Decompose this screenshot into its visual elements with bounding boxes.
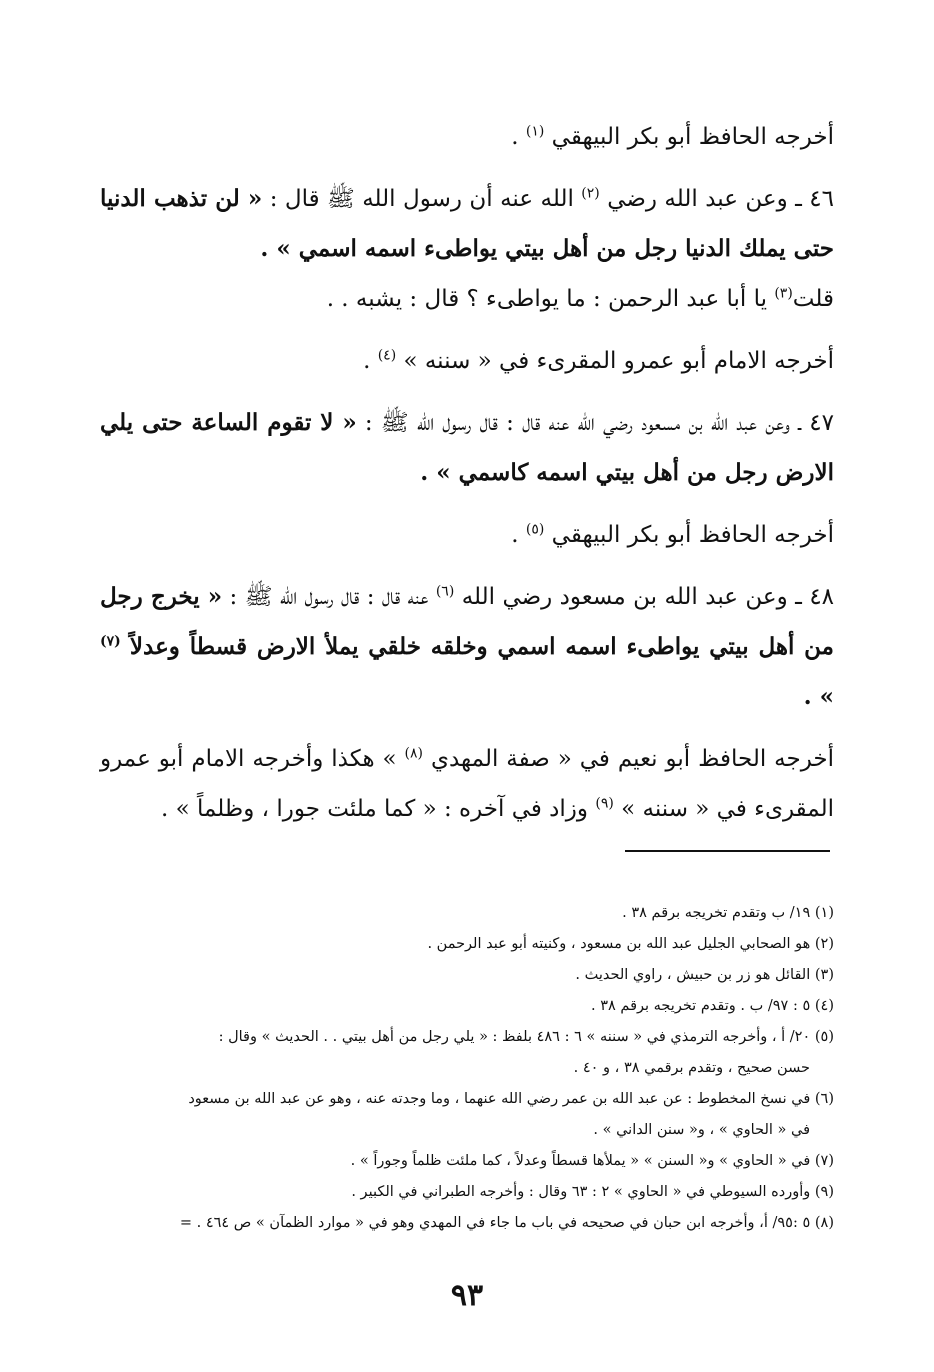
footnote-9: (٩) وأورده السيوطي في « الحاوي » ٢ : ٦٣ وقال : وأخرجه الطبراني في الكبير . — [351, 1184, 834, 1200]
footnote-7: (٧) في « الحاوي » و« السنن » « يملأها قسطاً وعدلاً ، كما ملئت ظلماً وجوراً » . — [350, 1153, 834, 1169]
footnote-ref: (١) — [525, 123, 545, 140]
hadith-intro: عنه قال : قال رسول الله ﷺ : — [222, 584, 429, 610]
paragraph-takhrij-4 — [100, 734, 834, 834]
footnote-ref: (٧) — [100, 633, 121, 650]
footnote-8: (٨) ٥ :٩٥/ أ، وأخرجه ابن حبان في صحيحه في باب ما جاء في المهدي وهو في « موارد الظمآن » ص ٤٦٤ . = — [179, 1215, 834, 1231]
footnotes — [90, 898, 834, 1239]
hadith-quote: « لا تقوم الساعة حتى يلي الارض رجل من أهل بيتي اسمه كاسمي » . — [100, 409, 834, 486]
hadith-intro: ٤٨ ـ وعن عبد الله بن مسعود رضي الله — [461, 584, 835, 610]
footnote-ref: (٤) — [377, 347, 397, 364]
footnote-ref: (٦) — [435, 583, 455, 600]
text: أخرجه الحافظ أبو بكر البيهقي — [551, 522, 834, 548]
page-number: ٩٣ — [450, 1278, 484, 1313]
footnote-ref: (٩) — [595, 795, 614, 812]
footnote-ref: (٨) — [404, 745, 424, 762]
text: . — [511, 522, 519, 548]
text: . — [363, 348, 371, 374]
hadith-48 — [100, 572, 834, 722]
footnote-separator — [625, 850, 830, 852]
hadith-quote-end: » . — [803, 683, 834, 710]
footnote-1: (١) ١٩/ ب وتقدم تخريجه برقم ٣٨ . — [622, 905, 834, 921]
text: قلت — [792, 286, 834, 312]
footnote-ref: (٣) — [774, 285, 793, 302]
footnote-5-continued: حسن صحيح ، وتقدم برقمي ٣٨ ، و ٤٠ . — [573, 1060, 810, 1076]
text: أخرجه الحافظ أبو بكر البيهقي — [551, 124, 834, 150]
hadith-intro: ٤٧ ـ وعن عبد الله بن مسعود رضي الله عنه قال : قال رسول الله ﷺ : — [356, 410, 834, 436]
footnote-6: (٦) في نسخ المخطوط : عن عبد الله بن عمر رضي الله عنهما ، وما وجدته عنه ، وهو عن عبد الله بن مسعود — [188, 1091, 834, 1107]
hadith-quote: « يخرج رجل من أهل بيتي يواطىء اسمه اسمي وخلقه خلقي يملأ الارض قسطاً وعدلاً — [100, 583, 835, 660]
paragraph-takhrij-1 — [100, 112, 834, 162]
footnote-2: (٢) هو الصحابي الجليل عبد الله بن مسعود ، وكنيته أبو عبد الرحمن . — [427, 936, 834, 952]
text: وزاد في آخره : « كما ملئت جورا ، وظلماً » . — [160, 796, 589, 822]
footnote-5: (٥) ٢٠/ أ ، وأخرجه الترمذي في « سننه » ٦ : ٤٨٦ بلفظ : « يلي رجل من أهل بيتي . . الحديث » وقال : — [218, 1029, 834, 1045]
text: . — [511, 124, 519, 150]
footnote-ref: (٢) — [581, 185, 600, 202]
paragraph-takhrij-3 — [100, 510, 834, 560]
text: » هكذا وأخرجه الامام أبو عمرو المقرىء في « سننه » — [100, 746, 834, 822]
text: يا أبا عبد الرحمن : ما يواطىء ؟ قال : يشبه . . — [326, 286, 768, 312]
footnote-3: (٣) القائل هو زر بن حبيش ، راوي الحديث . — [575, 967, 834, 983]
footnote-4: (٤) ٥ : ٩٧/ ب . وتقدم تخريجه برقم ٣٨ . — [591, 998, 834, 1014]
text: أخرجه الامام أبو عمرو المقرىء في « سننه » — [403, 348, 834, 374]
paragraph-takhrij-2 — [100, 336, 834, 386]
hadith-quote: « لن تذهب الدنيا حتى يملك الدنيا رجل من أهل بيتي يواطىء اسمه اسمي » . — [100, 185, 834, 262]
footnote-6-continued: في « الحاوي » ، و« سنن الداني » . — [593, 1122, 810, 1138]
hadith-47 — [100, 398, 834, 498]
main-text — [100, 112, 834, 846]
hadith-intro: ٤٦ ـ وعن عبد الله رضي — [607, 186, 835, 212]
footnote-ref: (٥) — [525, 521, 545, 538]
hadith-intro: الله عنه أن رسول الله ﷺ قال : — [262, 186, 574, 212]
text: أخرجه الحافظ أبو نعيم في « صفة المهدي — [430, 746, 835, 772]
hadith-46 — [100, 174, 834, 324]
